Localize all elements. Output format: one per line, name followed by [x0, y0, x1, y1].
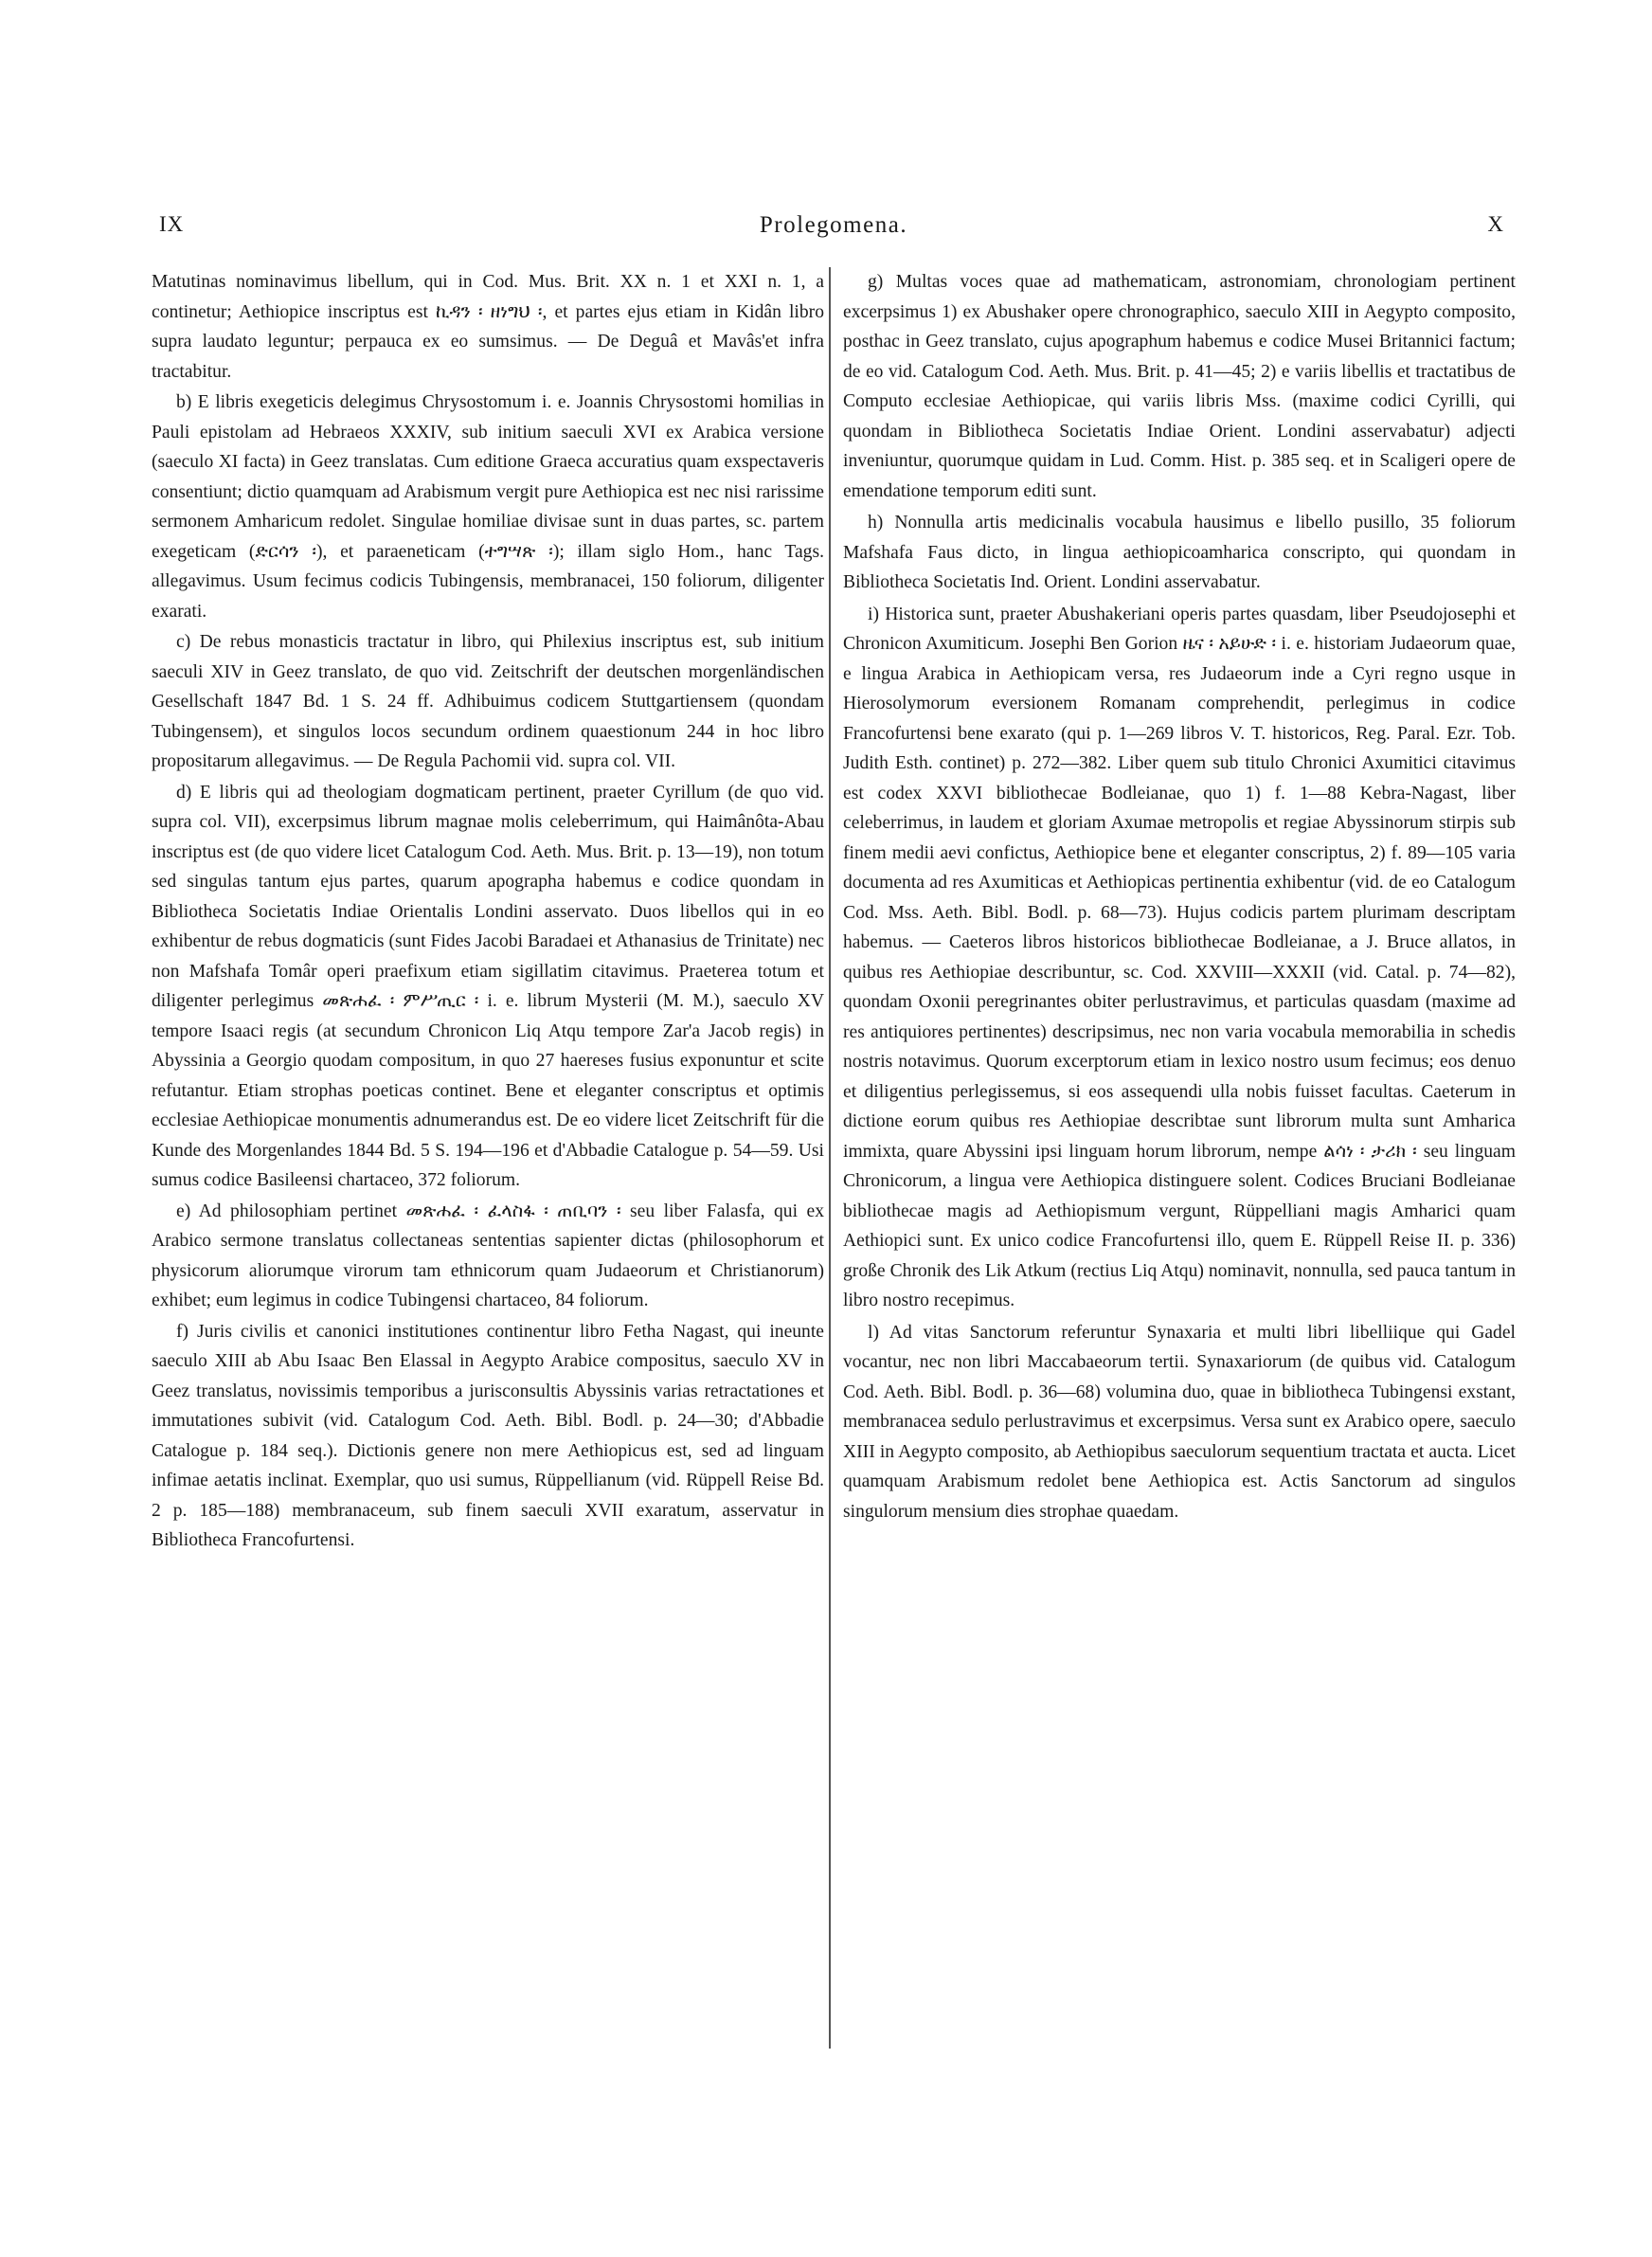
paragraph-i-history: i) Historica sunt, praeter Abushakeriani operis partes quasdam, liber Pseudojosephi et Chronicon Axumiticum. Josephi Ben Gorion ዜና ፡ አይሁድ ፡ i. e. historiam Judaeorum quae, e lingua Arabica in Aethiopicam versa, res Judaeorum inde a Cyri regno usque in Hierosolymorum eversionem Romanam comprehendit, perlegimus in codice Francofurtensi bene exarato (qui p. 1—269 libros V. T. historicos, Reg. Paral. Ezr. Tob. Judith Esth. continet) p. 272—382. Liber quem sub titulo Chronici Axumitici citavimus est codex XXVI bibliothecae Bodleianae, quo 1) f. 1—88 Kebra-Nagast, liber celeberrimus, in laudem et gloriam Axumae metropolis et regiae Abyssinorum stirpis sub finem medii aevi confictus, Aethiopice bene et eleganter conscriptus, 2) f. 89—105 varia documenta ad res Axumiticas et Aethiopicas pertinentia exhibentur (vid. de eo Catalogum Cod. Mss. Aeth. Bibl. Bodl. p. 68—73). Hujus codicis partem plurimam descriptam habemus. — Caeteros libros historicos bibliothecae Bodleianae, a J. Bruce allatos, in quibus res Aethiopiae describuntur, sc. Cod. XXVIII—XXXII (vid. Catal. p. 74—82), quondam Oxonii peregrinantes obiter perlustravimus, et particulas quasdam (maxime ad res antiquiores pertinentes) descripsimus, nec non varia vocabula memorabilia in schedis nostris notavimus. Quorum excerptorum etiam in lexico nostro usum fecimus; eos denuo et diligentius perlegissemus, si eos assequendi ulla nobis fuisset facultas. Caeterum in dictione eorum quibus res Aethiopiae describtae sunt librorum multa sunt Amharica immixta, quare Abyssini ipsi linguam horum librorum, nempe ልሳነ ፡ ታሪክ ፡ seu linguam Chronicorum, a lingua vere Aethiopica distinguere solent. Codices Bruciani Bodleianae bibliothecae magis ad Aethiopismum vergunt, Rüppelliani magis Amharici quam Aethiopici sunt. Ex unico codice Francofurtensi illo, quem E. Rüppell Reise II. p. 336) großе Chronik des Lik Atkum (rectius Liq Atqu) nominavit, nonnulla, sed pauca tantum in libro nostro recepimus.: [843, 604, 1516, 1310]
paragraph-e-philosophy: e) Ad philosophiam pertinet መጽሐፈ ፡ ፈላስፋ ፡ ጠቢባን ፡ seu liber Falasfa, qui ex Arabico sermone translatus collectaneas sententias sapienter dictas (philosophorum et physicorum aliorumque virorum tam ethnicorum quam Judaeorum et Christianorum) exhibet; eum legimus in codice Tubingensi chartaceo, 84 foliorum.: [152, 1201, 824, 1310]
paragraph-h-medicine: h) Nonnulla artis medicinalis vocabula hausimus e libello pusillo, 35 foliorum Mafshafa Faus dicto, in lingua aethiopicoamharica conscripto, qui quondam in Bibliotheca Societatis Ind. Orient. Londini asservabatur.: [843, 513, 1516, 592]
page-title: Prolegomena.: [759, 212, 908, 238]
column-number-left: IX: [159, 212, 185, 236]
paragraph-c-monastic: c) De rebus monasticis tractatur in libro, qui Philexius inscriptus est, sub initium saeculi XIV in Geez translato, de quo vid. Zeitschrift der deutschen morgenländischen Gesellschaft 1847 Bd. 1 S. 24 ff. Adhibuimus codicem Stuttgartiensem (quondam Tubingensem), et singulos locos secundum ordinem quaestionum 244 in hoc libro propositarum allegavimus. — De Regula Pachomii vid. supra col. VII.: [152, 632, 824, 771]
column-divider: [829, 267, 831, 2049]
paragraph-l-saints: l) Ad vitas Sanctorum referuntur Synaxaria et multi libri libelliique qui Gadel vocantur, nec non libri Maccabaeorum tertii. Synaxariorum (de quibus vid. Catalogum Cod. Aeth. Bibl. Bodl. p. 36—68) volumina duo, quae in bibliotheca Tubingensi exstant, membranacea sedulo perlustravimus et excerpsimus. Versa sunt ex Arabico opere, saeculo XIII in Aegypto composito, ab Aethiopibus saeculorum sequentium tractata et aucta. Licet quamquam Arabismum redolet bene Aethiopica est. Actis Sanctorum ad singulos singulorum mensium dies strophae quaedam.: [843, 1322, 1516, 1522]
page-header: [152, 207, 1516, 244]
paragraph-b-exegetical: b) E libris exegeticis delegimus Chrysostomum i. e. Joannis Chrysostomi homilias in Pauli epistolam ad Hebraeos XXXIV, sub initium saeculi XVI ex Arabica versione (saeculo XI facta) in Geez translatas. Cum editione Graeca accuratius quam exspectaveris consentiunt; dictio quamquam ad Arabismum vergit pure Aethiopica est nec nisi rarissime sermonem Amharicum redolet. Singulae homiliae divisae sunt in duas partes, sc. partem exegeticam (ድርሳን ፡), et paraeneticam (ተግሣጽ ፡); illam siglo Hom., hanc Tags. allegavimus. Usum fecimus codicis Tubingensis, membranacei, 150 foliorum, diligenter exarati.: [152, 392, 824, 622]
column-number-right: X: [1487, 212, 1504, 236]
paragraph-g-mathematics: g) Multas voces quae ad mathematicam, astronomiam, chronologiam pertinent excerpsimus 1) ex Abushaker opere chronographico, saeculo XIII in Aegypto composito, posthac in Geez translato, cujus apographum habemus e codice Musei Britannici factum; de eo vid. Catalogum Cod. Aeth. Mus. Brit. p. 41—45; 2) e variis libellis et tractatibus de Computo ecclesiae Aethiopicae, qui variis libris Mss. (maxime codici Cyrilli, qui quondam in Bibliotheca Societatis Indiae Orient. Londini asservabatur) adjecti inveniuntur, quorumque quidam in Lud. Comm. Hist. p. 385 seq. et in Scaligeri opere de emendatione temporum editi sunt.: [843, 272, 1516, 501]
left-column: [152, 267, 824, 2067]
paragraph-d-dogmatic: d) E libris qui ad theologiam dogmaticam pertinent, praeter Cyrillum (de quo vid. supra col. VII), excerpsimus librum magnae molis celeberrimum, qui Haimânôta-Abau inscriptus est (de quo videre licet Catalogum Cod. Aeth. Mus. Brit. p. 13—19), non totum sed singulas tantum ejus partes, quarum apographa habemus e codice quondam in Bibliotheca Societatis Indiae Orientalis Londini asservato. Duos libellos qui in eo exhibentur de rebus dogmaticis (sunt Fides Jacobi Baradaei et Athanasius de Trinitate) nec non Mafshafa Tomâr operi praefixum etiam sigillatim citavimus. Praeterea totum et diligenter perlegimus መጽሐፈ ፡ ምሥጢር ፡ i. e. librum Mysterii (M. M.), saeculo XV tempore Isaaci regis (at secundum Chronicon Liq Atqu tempore Zar'a Jacob regis) in Abyssinia a Georgio quodam compositum, in quo 27 haereses fusius exponuntur et scite refutantur. Etiam strophas poeticas continet. Bene et eleganter conscriptus et optimis ecclesiae Aethiopicae monumentis adnumerandus est. De eo videre licet Zeitschrift für die Kunde des Morgenlandes 1844 Bd. 5 S. 194—196 et d'Abbadie Catalogue p. 54—59. Usi sumus codice Basileensi chartaceo, 372 foliorum.: [152, 782, 824, 1190]
paragraph-matutinas: Matutinas nominavimus libellum, qui in Cod. Mus. Brit. XX n. 1 et XXI n. 1, a continetur; Aethiopice inscriptus est ኪዳን ፡ ዘነግህ ፡, et partes ejus etiam in Kidân libro supra laudato leguntur; perpauca ex eo sumsimus. — De Deguâ et Mavâs'et infra tractabitur.: [152, 272, 824, 382]
right-column: [843, 267, 1516, 2067]
paragraph-f-law: f) Juris civilis et canonici institutiones continentur libro Fetha Nagast, qui ineunte saeculo XIII ab Abu Isaac Ben Elassal in Aegypto Arabice compositus, saeculo XV in Geez translatus, novissimis temporibus a jurisconsultis Abyssinis varias retractationes et immutationes subivit (vid. Catalogum Cod. Aeth. Bibl. Bodl. p. 24—30; d'Abbadie Catalogue p. 184 seq.). Dictionis genere non mere Aethiopicus est, sed ad linguam infimae aetatis inclinat. Exemplar, quo usi sumus, Rüppellianum (vid. Rüppell Reise Bd. 2 p. 185—188) membranaceum, sub finem saeculi XVII exaratum, asservatur in Bibliotheca Francofurtensi.: [152, 1321, 824, 1550]
